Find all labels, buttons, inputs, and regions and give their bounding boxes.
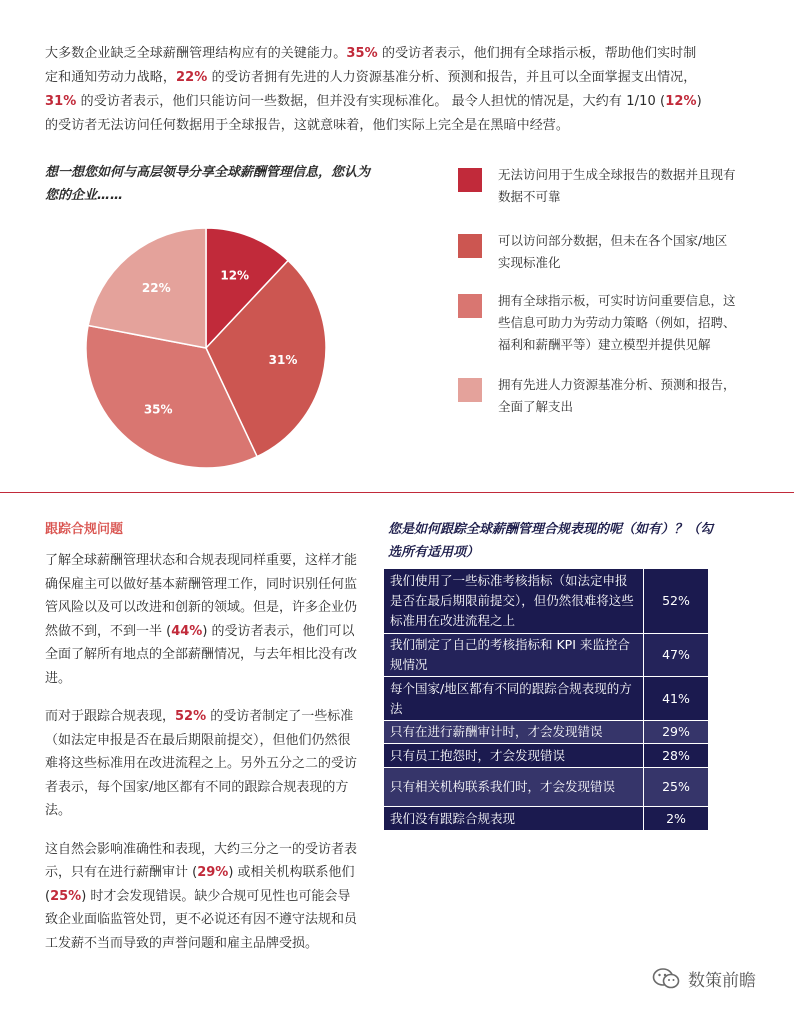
table-cell-statement: 我们使用了一些标准考核指标（如法定申报是否在最后期限前提交），但仍然很难将这些标准用在改进流程之上 bbox=[384, 569, 644, 634]
table-cell-statement: 只有在进行薪酬审计时，才会发现错误 bbox=[384, 721, 644, 744]
compliance-body bbox=[45, 549, 363, 970]
intro-text: ) 的受访者无法访问任何数据用于全球报告，这就意味着，他们实际上完全是在黑暗中经营。 bbox=[45, 94, 702, 133]
legend-swatch bbox=[458, 234, 482, 258]
pie-slice-label-1: 31% bbox=[268, 353, 298, 368]
table-row bbox=[384, 569, 709, 634]
legend-swatch bbox=[458, 378, 482, 402]
table-cell-statement: 每个国家/地区都有不同的跟踪合规表现的方法 bbox=[384, 677, 644, 721]
pie-slice-label-2: 35% bbox=[143, 402, 173, 417]
compliance-paragraph-2 bbox=[45, 705, 363, 823]
pie-slice-label-3: 22% bbox=[141, 280, 171, 295]
legend-swatch bbox=[458, 294, 482, 318]
legend-label: 拥有先进人力资源基准分析、预测和报告，全面了解支出 bbox=[498, 377, 736, 414]
pie-chart bbox=[80, 222, 332, 474]
intro-pct-none: 12% bbox=[665, 94, 697, 109]
compliance-paragraph-3 bbox=[45, 838, 363, 956]
body-text: 的受访者制定了一些标准（如法定申报是否在最后期限前提交），但他们仍然很难将这些标准用在改进流程之上。另外五分之二的受访者表示，每个国家/地区都有不同的跟踪合规表现的方法。 bbox=[45, 709, 358, 818]
table-row bbox=[384, 744, 709, 768]
body-pct: 29% bbox=[197, 865, 229, 880]
table-cell-percent: 41% bbox=[644, 677, 709, 721]
table-cell-statement: 我们没有跟踪合规表现 bbox=[384, 807, 644, 831]
legend-label: 无法访问用于生成全球报告的数据并且现有数据不可靠 bbox=[498, 167, 736, 204]
intro-pct-dashboard: 35% bbox=[346, 46, 378, 61]
table-cell-percent: 2% bbox=[644, 807, 709, 831]
watermark-text: 数策前瞻 bbox=[688, 971, 756, 991]
body-pct: 25% bbox=[50, 888, 82, 904]
survey-table bbox=[383, 568, 709, 831]
table-cell-percent: 52% bbox=[644, 569, 709, 634]
table-cell-statement: 只有相关机构联系我们时，才会发现错误 bbox=[384, 768, 644, 807]
intro-text: 的受访者表示，他们只能访问一些数据，但并没有实现标准化。 最令人担忧的情况是，大约有 1/10 ( bbox=[76, 94, 666, 109]
body-pct: 52% bbox=[175, 709, 207, 724]
pie-slice-label-0: 12% bbox=[220, 268, 250, 283]
compliance-paragraph-1 bbox=[45, 549, 363, 690]
body-text: ) 的受访者表示，他们可以全面了解所有地点的全部薪酬情况，与去年相比没有改进。 bbox=[45, 623, 358, 686]
body-text: 而对于跟踪合规表现， bbox=[45, 709, 176, 724]
table-cell-statement: 我们制定了自己的考核指标和 KPI 来监控合规情况 bbox=[384, 634, 644, 677]
table-cell-percent: 29% bbox=[644, 721, 709, 744]
intro-text: 的受访者表示，他们拥有全球指示板，帮助他们实时制定和通知劳动力战略， bbox=[45, 46, 697, 85]
compliance-heading: 跟踪合规问题 bbox=[45, 522, 124, 537]
legend-label: 拥有全球指示板，可实时访问重要信息，这些信息可助力为劳动力策略（例如，招聘、福利和薪酬平等）建立模型并提供见解 bbox=[498, 293, 736, 352]
table-cell-statement: 只有员工抱怨时，才会发现错误 bbox=[384, 744, 644, 768]
table-row bbox=[384, 677, 709, 721]
intro-pct-partial: 31% bbox=[45, 94, 77, 109]
table-cell-percent: 25% bbox=[644, 768, 709, 807]
table-row bbox=[384, 807, 709, 831]
intro-text: 的受访者拥有先进的人力资源基准分析、预测和报告，并且可以全面掌握支出情况， bbox=[207, 70, 697, 85]
legend-item-3 bbox=[458, 374, 738, 418]
intro-text: 大多数企业缺乏全球薪酬管理结构应有的关键能力。 bbox=[45, 46, 347, 61]
legend-item-2 bbox=[458, 290, 738, 356]
table-row bbox=[384, 634, 709, 677]
intro-paragraph bbox=[45, 42, 705, 138]
body-text: ) 或相关机构联系他们 ( bbox=[45, 865, 355, 904]
table-row bbox=[384, 721, 709, 744]
pie-chart-question: 想一想您如何与高层领导分享全球薪酬管理信息，您认为您的企业…… bbox=[45, 165, 371, 203]
body-text: ) 时才会发现错误。缺少合规可见性也可能会导致企业面临监管处罚，更不必说还有因不遵守法规和员工发薪不当而导致的声誉问题和雇主品牌受损。 bbox=[45, 888, 358, 951]
body-text: 了解全球薪酬管理状态和合规表现同样重要，这样才能确保雇主可以做好基本薪酬管理工作，同时识别任何监管风险以及可以改进和创新的领域。但是，许多企业仍然做不到，不到一半 ( bbox=[45, 553, 358, 639]
wechat-icon bbox=[652, 967, 680, 991]
table-cell-percent: 47% bbox=[644, 634, 709, 677]
body-pct: 44% bbox=[171, 623, 203, 639]
legend-item-0 bbox=[458, 164, 738, 208]
intro-pct-benchmark: 22% bbox=[176, 70, 208, 85]
watermark bbox=[652, 966, 756, 991]
legend-label: 可以访问部分数据，但未在各个国家/地区实现标准化 bbox=[498, 233, 728, 270]
table-question: 您是如何跟踪全球薪酬管理合规表现的呢（如有）？（勾选所有适用项） bbox=[388, 522, 714, 560]
table-cell-percent: 28% bbox=[644, 744, 709, 768]
section-divider bbox=[0, 492, 794, 493]
pie-legend bbox=[458, 164, 738, 418]
table-row bbox=[384, 768, 709, 807]
legend-swatch bbox=[458, 168, 482, 192]
body-text: 这自然会影响准确性和表现，大约三分之一的受访者表示，只有在进行薪酬审计 ( bbox=[45, 841, 358, 880]
legend-item-1 bbox=[458, 230, 738, 274]
